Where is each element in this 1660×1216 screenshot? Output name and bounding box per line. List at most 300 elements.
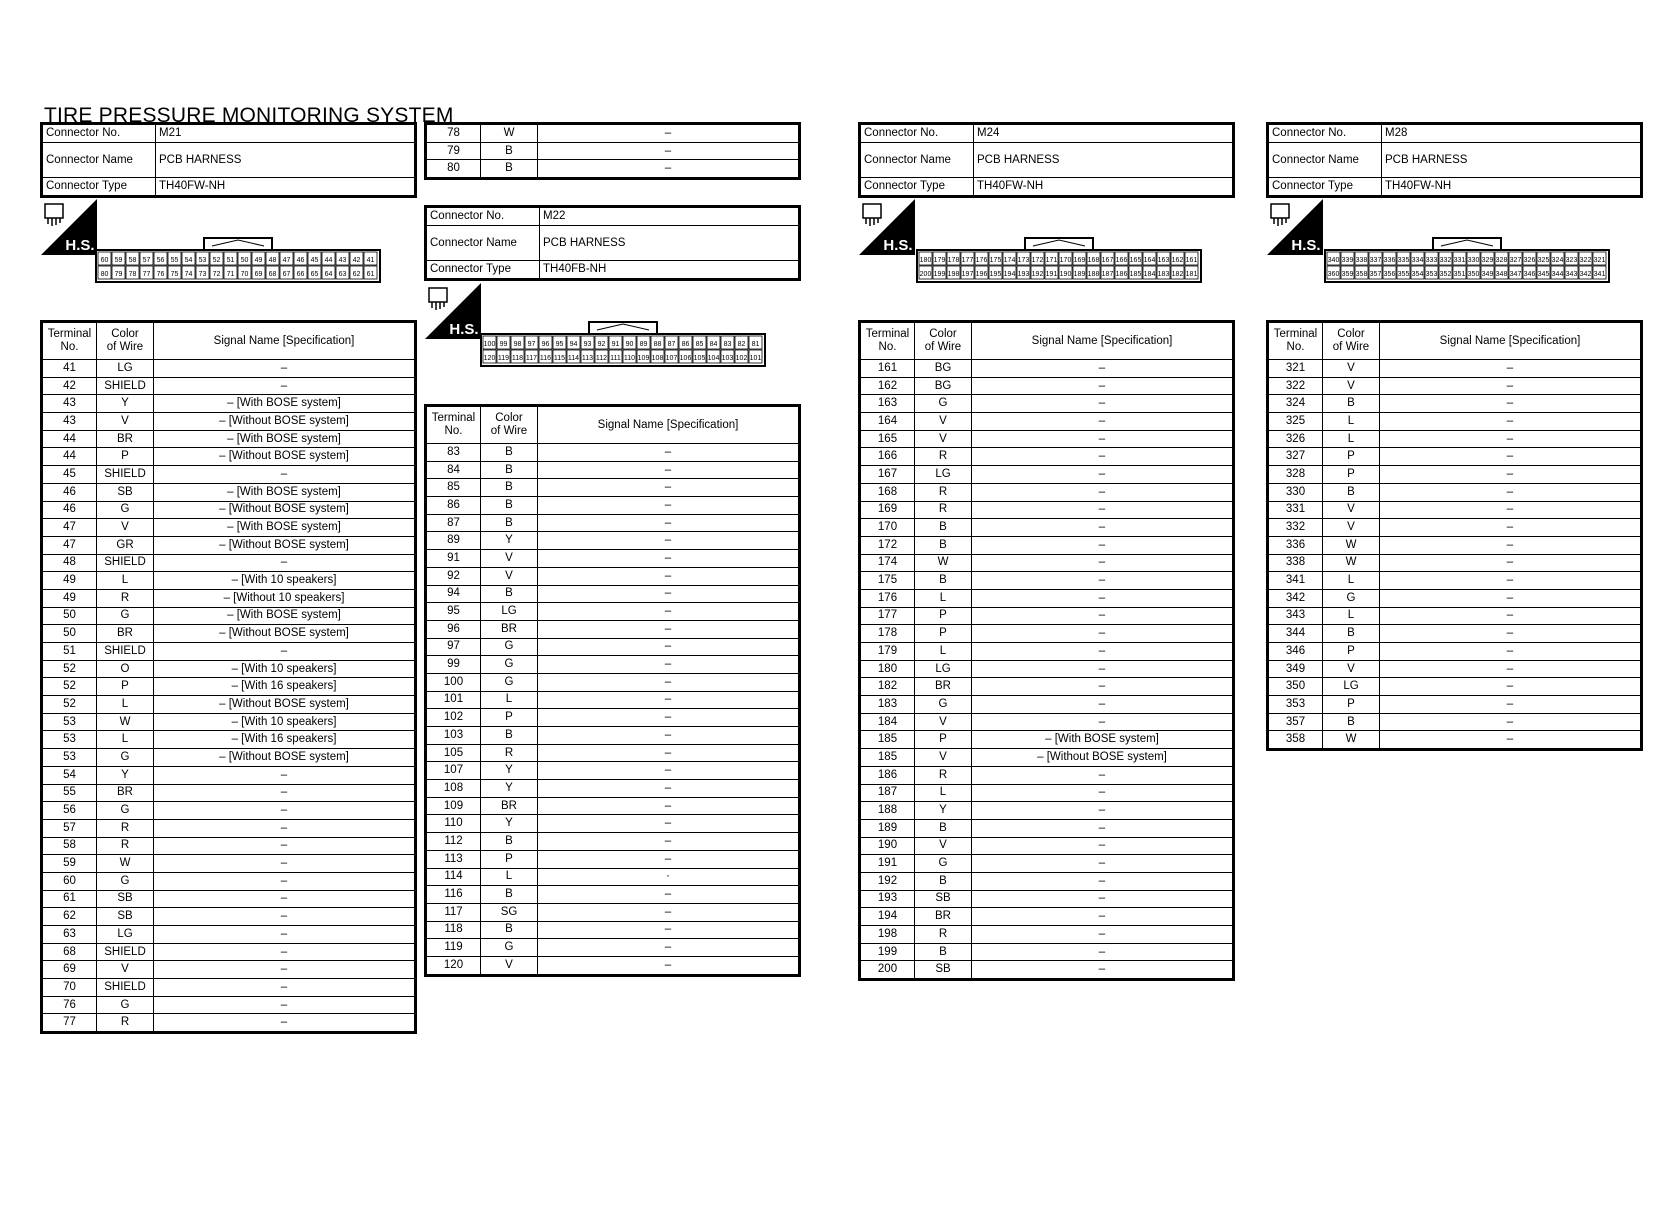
terminal-no: 186 [860, 766, 915, 784]
terminal-no: 76 [42, 996, 97, 1014]
pin-number: 354 [1411, 271, 1424, 278]
connector-info [40, 122, 417, 198]
signal-name: – [538, 939, 800, 957]
wire-color: V [915, 837, 972, 855]
table-row [860, 483, 1234, 501]
wire-color: B [915, 872, 972, 890]
pin-number: 58 [128, 257, 137, 264]
connector-no: M28 [1382, 124, 1642, 143]
signal-name: – [With 10 speakers] [154, 660, 416, 678]
table-row [426, 550, 800, 568]
connector-type-label: Connector Type [426, 261, 540, 280]
wire-color: Y [97, 766, 154, 784]
terminal-no: 194 [860, 908, 915, 926]
wire-color: SHIELD [97, 554, 154, 572]
pin-number: 187 [1101, 271, 1114, 278]
wire-color: Y [481, 815, 538, 833]
table-row [426, 727, 800, 745]
terminal-no: 353 [1268, 696, 1323, 714]
wire-color: L [915, 643, 972, 661]
pin-number: 360 [1327, 271, 1340, 278]
terminal-no: 198 [860, 926, 915, 944]
terminal-no: 86 [426, 497, 481, 515]
terminal-no: 161 [860, 360, 915, 378]
pin-number: 170 [1059, 257, 1072, 264]
color-of-wire-header: Color of Wire [1323, 322, 1380, 360]
signal-name: – [538, 727, 800, 745]
terminal-no: 174 [860, 554, 915, 572]
connector-type-label: Connector Type [42, 178, 156, 197]
terminal-no: 190 [860, 837, 915, 855]
signal-name: – [Without BOSE system] [154, 625, 416, 643]
pin-number: 89 [639, 341, 648, 348]
signal-name: – [538, 585, 800, 603]
pin-number: 72 [212, 271, 221, 278]
wire-color: P [1323, 448, 1380, 466]
terminal-no: 177 [860, 607, 915, 625]
pin-number: 179 [933, 257, 946, 264]
signal-name: – [972, 908, 1234, 926]
signal-name: – [1380, 413, 1642, 431]
table-row [42, 996, 416, 1014]
pin-number: 349 [1481, 271, 1494, 278]
terminal-no: 53 [42, 731, 97, 749]
pin-number: 191 [1045, 271, 1058, 278]
table-row [426, 956, 800, 975]
table-row [42, 643, 416, 661]
wire-color: V [915, 413, 972, 431]
wire-color: Y [481, 532, 538, 550]
pin-number: 100 [483, 341, 496, 348]
terminal-no: 185 [860, 749, 915, 767]
table-row [1268, 643, 1642, 661]
signal-name: – [538, 903, 800, 921]
terminal-no: 108 [426, 780, 481, 798]
wire-color: V [1323, 519, 1380, 537]
pin-number: 324 [1551, 257, 1564, 264]
signal-name: – [538, 550, 800, 568]
signal-name: – [With 16 speakers] [154, 678, 416, 696]
signal-name: – [With BOSE system] [154, 430, 416, 448]
table-row [42, 890, 416, 908]
table-row [42, 713, 416, 731]
wire-color: R [97, 1014, 154, 1033]
signal-name: – [1380, 519, 1642, 537]
wire-color: SB [97, 908, 154, 926]
table-row [426, 567, 800, 585]
pin-number: 68 [268, 271, 277, 278]
signal-name: – [538, 956, 800, 975]
wire-color: L [1323, 607, 1380, 625]
terminal-no: 60 [42, 872, 97, 890]
signal-name: – [538, 160, 800, 179]
pin-number: 339 [1341, 257, 1354, 264]
signal-name: – [538, 886, 800, 904]
terminal-no: 43 [42, 395, 97, 413]
connector-m28 [1266, 122, 1643, 746]
pin-number: 172 [1031, 257, 1044, 264]
pin-number: 84 [709, 341, 718, 348]
terminal-no: 91 [426, 550, 481, 568]
pin-number: 347 [1509, 271, 1522, 278]
table-row [1268, 501, 1642, 519]
pin-number: 101 [749, 355, 762, 362]
wire-color: V [481, 567, 538, 585]
pin-number: 69 [254, 271, 263, 278]
table-row [860, 855, 1234, 873]
wire-color: W [97, 713, 154, 731]
connector-info [424, 205, 801, 281]
pin-number: 328 [1495, 257, 1508, 264]
connector-no-label: Connector No. [42, 124, 156, 143]
terminal-no: 83 [426, 444, 481, 462]
pin-number: 190 [1059, 271, 1072, 278]
table-row [1268, 360, 1642, 378]
table-row [42, 360, 416, 378]
terminal-no: 99 [426, 656, 481, 674]
connector-name: PCB HARNESS [156, 143, 416, 178]
pin-number: 182 [1171, 271, 1184, 278]
table-row [860, 377, 1234, 395]
table-row [42, 625, 416, 643]
table-row [426, 585, 800, 603]
terminal-no: 350 [1268, 678, 1323, 696]
signal-name: – [972, 837, 1234, 855]
connector-face-diagram [916, 236, 1202, 289]
wire-color: B [481, 142, 538, 160]
terminal-no-header: Terminal No. [42, 322, 97, 360]
signal-name: – [154, 784, 416, 802]
table-row [1268, 678, 1642, 696]
pin-number: 169 [1073, 257, 1086, 264]
signal-name: – [154, 554, 416, 572]
pin-number: 91 [611, 341, 620, 348]
signal-name: – [154, 926, 416, 944]
table-row [1268, 466, 1642, 484]
terminal-no: 183 [860, 696, 915, 714]
table-row [860, 731, 1234, 749]
pin-number: 337 [1369, 257, 1382, 264]
pin-number: 78 [128, 271, 137, 278]
terminal-no: 87 [426, 514, 481, 532]
pin-number: 177 [961, 257, 974, 264]
terminal-no: 80 [426, 160, 481, 179]
pin-number: 64 [324, 271, 333, 278]
terminal-no: 49 [42, 572, 97, 590]
wire-color: B [481, 886, 538, 904]
signal-name: – [972, 643, 1234, 661]
wire-color: R [481, 744, 538, 762]
hs-connector-icon [40, 198, 98, 256]
table-row [860, 908, 1234, 926]
pin-number: 162 [1171, 257, 1184, 264]
signal-name: – [154, 819, 416, 837]
signal-name: – [154, 1014, 416, 1033]
wire-color: B [481, 479, 538, 497]
signal-name: – [Without BOSE system] [154, 501, 416, 519]
pin-number: 189 [1073, 271, 1086, 278]
signal-name: – [972, 466, 1234, 484]
pin-number: 44 [324, 257, 333, 264]
pin-number: 334 [1411, 257, 1424, 264]
table-row [426, 780, 800, 798]
pin-number: 185 [1129, 271, 1142, 278]
signal-name: – [154, 979, 416, 997]
terminal-no: 187 [860, 784, 915, 802]
wire-color: BG [915, 377, 972, 395]
table-row [42, 766, 416, 784]
wire-color: LG [1323, 678, 1380, 696]
table-row [860, 961, 1234, 980]
signal-name: – [538, 638, 800, 656]
signal-name: – [538, 815, 800, 833]
signal-name: – [With BOSE system] [154, 519, 416, 537]
terminal-no: 336 [1268, 536, 1323, 554]
pin-number: 356 [1383, 271, 1396, 278]
signal-name: – [538, 444, 800, 462]
connector-info [858, 122, 1235, 198]
table-row [860, 643, 1234, 661]
signal-name: – [972, 961, 1234, 980]
table-row [860, 554, 1234, 572]
terminal-no: 324 [1268, 395, 1323, 413]
pin-number: 112 [595, 355, 608, 362]
connector-type: TH40FB-NH [540, 261, 800, 280]
signal-name: – [972, 625, 1234, 643]
pin-number: 343 [1565, 271, 1578, 278]
terminal-no: 44 [42, 430, 97, 448]
connector-type: TH40FW-NH [156, 178, 416, 197]
wire-color: R [915, 926, 972, 944]
terminal-no: 120 [426, 956, 481, 975]
wire-color: V [915, 430, 972, 448]
terminal-no: 62 [42, 908, 97, 926]
wire-color: Y [481, 762, 538, 780]
wire-color: L [1323, 413, 1380, 431]
wire-color: P [97, 448, 154, 466]
pin-number: 357 [1369, 271, 1382, 278]
pin-number: 181 [1185, 271, 1198, 278]
table-row [426, 656, 800, 674]
signal-name-header: Signal Name [Specification] [154, 322, 416, 360]
pin-number: 93 [583, 341, 592, 348]
connector-m22 [424, 122, 801, 971]
hs-label: H.S. [1291, 237, 1321, 254]
terminal-no: 51 [42, 643, 97, 661]
wire-color: G [1323, 589, 1380, 607]
signal-name: – [972, 819, 1234, 837]
signal-name: – [972, 448, 1234, 466]
pin-number: 350 [1467, 271, 1480, 278]
signal-name: – [972, 678, 1234, 696]
pin-number: 358 [1355, 271, 1368, 278]
table-row [860, 837, 1234, 855]
pin-number: 95 [555, 341, 564, 348]
table-row [42, 466, 416, 484]
signal-name: – [538, 744, 800, 762]
terminal-no: 326 [1268, 430, 1323, 448]
connector-m21 [40, 122, 417, 1029]
terminal-no: 331 [1268, 501, 1323, 519]
signal-name: – [538, 797, 800, 815]
terminal-table [1266, 320, 1643, 751]
pin-number: 86 [681, 341, 690, 348]
signal-name: – [538, 497, 800, 515]
terminal-no: 179 [860, 643, 915, 661]
signal-name: – [Without BOSE system] [154, 696, 416, 714]
pin-number: 198 [947, 271, 960, 278]
pin-number: 55 [170, 257, 179, 264]
table-row [426, 160, 800, 179]
terminal-no: 107 [426, 762, 481, 780]
signal-name: – [972, 360, 1234, 378]
signal-name: – [972, 855, 1234, 873]
table-row [42, 607, 416, 625]
pin-number: 107 [665, 355, 678, 362]
wire-color: LG [97, 360, 154, 378]
table-row [1268, 660, 1642, 678]
terminal-no: 55 [42, 784, 97, 802]
table-row [1268, 554, 1642, 572]
pin-number: 116 [539, 355, 552, 362]
wire-color: P [1323, 696, 1380, 714]
table-row [1268, 395, 1642, 413]
wire-color: Y [915, 802, 972, 820]
table-row [42, 413, 416, 431]
pin-number: 327 [1509, 257, 1522, 264]
table-row [1268, 430, 1642, 448]
wire-color: R [97, 819, 154, 837]
terminal-no-header: Terminal No. [860, 322, 915, 360]
terminal-no: 101 [426, 691, 481, 709]
pin-number: 71 [226, 271, 235, 278]
wire-color: O [97, 660, 154, 678]
connector-m24 [858, 122, 1235, 976]
pin-number: 109 [637, 355, 650, 362]
pin-number: 164 [1143, 257, 1156, 264]
signal-name: – [972, 501, 1234, 519]
terminal-no: 182 [860, 678, 915, 696]
table-row [42, 731, 416, 749]
connector-name-label: Connector Name [42, 143, 156, 178]
pin-number: 42 [352, 257, 361, 264]
wire-color: G [97, 996, 154, 1014]
pin-number: 114 [567, 355, 580, 362]
pin-number: 336 [1383, 257, 1396, 264]
pin-number: 47 [282, 257, 291, 264]
terminal-no: 192 [860, 872, 915, 890]
signal-name: – [With 16 speakers] [154, 731, 416, 749]
pin-number: 180 [919, 257, 932, 264]
wire-color: BR [97, 625, 154, 643]
pin-number: 110 [623, 355, 636, 362]
terminal-no: 52 [42, 678, 97, 696]
table-row [1268, 572, 1642, 590]
signal-name: – [With 10 speakers] [154, 713, 416, 731]
terminal-no: 59 [42, 855, 97, 873]
table-row [860, 430, 1234, 448]
terminal-no: 46 [42, 501, 97, 519]
pin-number: 45 [310, 257, 319, 264]
pin-number: 325 [1537, 257, 1550, 264]
terminal-no: 162 [860, 377, 915, 395]
signal-name: – [538, 780, 800, 798]
wire-color: G [915, 696, 972, 714]
wire-color: W [1323, 731, 1380, 750]
terminal-no: 199 [860, 943, 915, 961]
signal-name: – [538, 603, 800, 621]
pin-number: 59 [114, 257, 123, 264]
terminal-no: 92 [426, 567, 481, 585]
wire-color: GR [97, 536, 154, 554]
table-row [860, 607, 1234, 625]
wire-color: P [1323, 466, 1380, 484]
wire-color: B [1323, 625, 1380, 643]
table-row [426, 833, 800, 851]
terminal-no: 169 [860, 501, 915, 519]
terminal-no: 170 [860, 519, 915, 537]
table-row [426, 514, 800, 532]
terminal-no: 52 [42, 696, 97, 714]
table-row [860, 501, 1234, 519]
wire-color: G [481, 656, 538, 674]
terminal-no: 178 [860, 625, 915, 643]
signal-name: – [972, 943, 1234, 961]
signal-name: – [538, 921, 800, 939]
pin-number: 120 [483, 355, 496, 362]
wire-color: V [97, 519, 154, 537]
connector-no-label: Connector No. [426, 207, 540, 226]
wire-color: SHIELD [97, 643, 154, 661]
pin-number: 104 [707, 355, 720, 362]
wire-color: LG [481, 603, 538, 621]
signal-name: – [154, 466, 416, 484]
terminal-no: 63 [42, 926, 97, 944]
wire-color: R [97, 589, 154, 607]
terminal-no: 105 [426, 744, 481, 762]
terminal-no: 172 [860, 536, 915, 554]
terminal-no: 68 [42, 943, 97, 961]
wire-color: LG [915, 466, 972, 484]
pin-number: 330 [1467, 257, 1480, 264]
terminal-no: 110 [426, 815, 481, 833]
connector-no-label: Connector No. [1268, 124, 1382, 143]
pin-number: 333 [1425, 257, 1438, 264]
pin-number: 346 [1523, 271, 1536, 278]
signal-name: – [538, 762, 800, 780]
wire-color: W [1323, 536, 1380, 554]
wire-color: B [1323, 713, 1380, 731]
wire-color: G [97, 501, 154, 519]
table-row [1268, 731, 1642, 750]
terminal-no: 344 [1268, 625, 1323, 643]
signal-name: – [154, 996, 416, 1014]
table-row [42, 501, 416, 519]
terminal-no: 346 [1268, 643, 1323, 661]
pin-number: 171 [1045, 257, 1058, 264]
terminal-no: 185 [860, 731, 915, 749]
wire-color: BR [481, 797, 538, 815]
pin-number: 49 [254, 257, 263, 264]
signal-name: – [972, 872, 1234, 890]
signal-name: – [With BOSE system] [972, 731, 1234, 749]
pin-number: 48 [268, 257, 277, 264]
wire-color: B [481, 585, 538, 603]
wire-color: SHIELD [97, 943, 154, 961]
terminal-no: 46 [42, 483, 97, 501]
hs-connector-icon [424, 282, 482, 340]
wire-color: BR [915, 908, 972, 926]
